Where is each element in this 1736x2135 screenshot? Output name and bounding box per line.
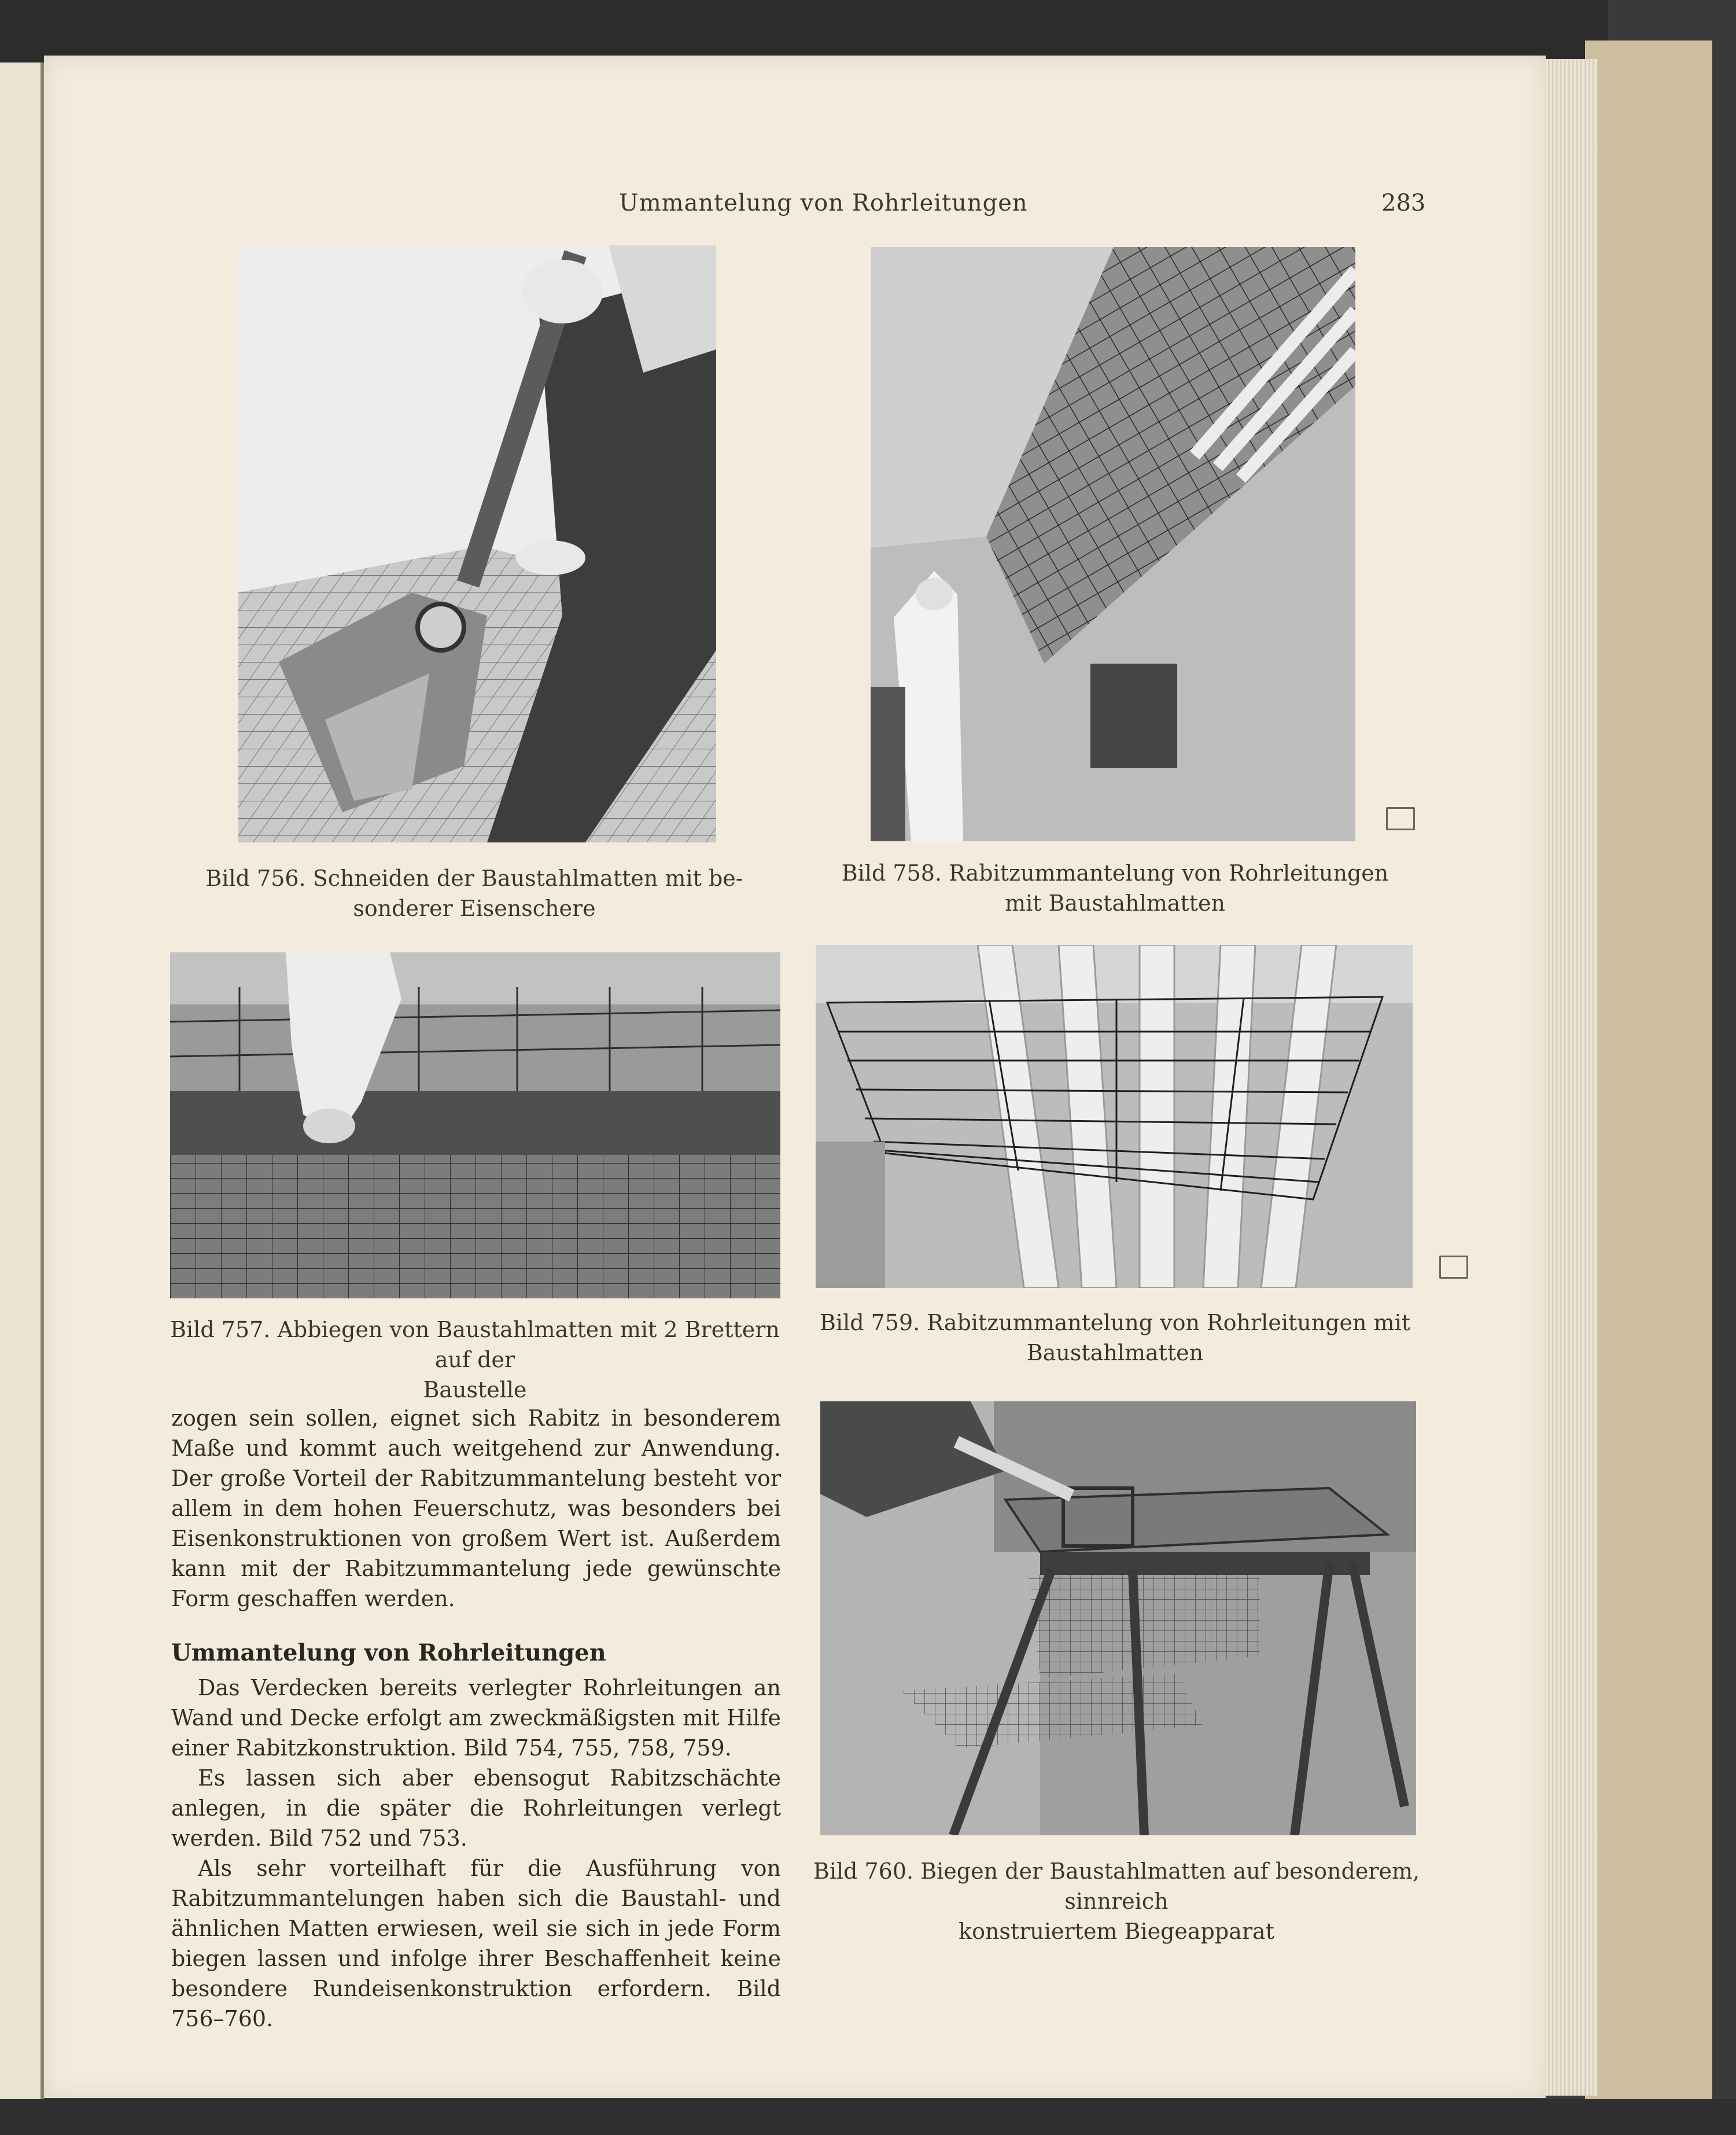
photo-756-cutting-mats [238,245,716,842]
caption-759 [810,1308,1420,1368]
caption-757-line1: Bild 757. Abbiegen von Baustahlmatten mit 2 Brettern auf der [170,1317,780,1372]
section-heading: Ummantelung von Rohrleitungen [171,1639,606,1666]
caption-756 [174,863,775,923]
photo-759-pipe-cage [816,945,1413,1288]
page-number: 283 [1381,190,1426,216]
background-bottom [0,2099,1736,2135]
body-paragraph: Es lassen sich aber ebensogut Rabitzschächte anlegen, in die später die Rohrleitungen verlegt werden. Bild 752 und 753. [171,1765,781,1851]
photo-758-ceiling-cladding [871,247,1355,841]
caption-758-line1: Bild 758. Rabitzummantelung von Rohrleitungen [841,860,1389,886]
margin-mark [1439,1256,1468,1279]
body-paragraph: Als sehr vorteilhaft für die Ausführung von Rabitzummantelungen haben sich die Baustahl- und ähnlichen Matten erwiesen, weil sie sich in jede Form biegen lassen und infolge ihrer Beschaffenheit keine besondere Rundeisenkonstruktion erfordern. Bild 756–760. [171,1856,781,2031]
caption-760-line1: Bild 760. Biegen der Baustahlmatten auf besonderem, sinnreich [813,1858,1420,1914]
photo-760-bending-apparatus [820,1401,1416,1835]
body-text-column [171,1403,781,2034]
page-stack-edges [1546,59,1598,2096]
caption-760 [801,1856,1432,1946]
running-head: Ummantelung von Rohrleitungen [619,190,1028,216]
caption-757 [160,1315,790,1405]
caption-760-line2: konstruiertem Biegeapparat [959,1919,1274,1944]
caption-756-line2: sonderer Eisenschere [353,896,596,921]
caption-759-line1: Bild 759. Rabitzummantelung von Rohrleitungen mit [819,1310,1411,1335]
body-intro-paragraph: zogen sein sollen, eignet sich Rabitz in besonderem Maße und kommt auch weitgehend zur Anwendung. Der große Vorteil der Rabitzummantelung besteht vor allem in dem hohen Feuerschutz, was besonders bei Eisenkonstruktionen von großem Wert ist. Außerdem kann mit der Rabitzummantelung jede gewünschte Form geschaffen werden. [171,1405,781,1611]
body-paragraph: Das Verdecken bereits verlegter Rohrleitungen an Wand und Decke erfolgt am zweckmäßigsten mit Hilfe einer Rabitzkonstruktion. Bild 754, 755, 758, 759. [171,1675,781,1761]
margin-mark [1386,807,1415,830]
caption-758-line2: mit Baustahlmatten [1005,890,1225,916]
photo-757-bending-with-boards [170,952,780,1298]
caption-757-line2: Baustelle [423,1377,527,1403]
caption-758 [810,858,1420,918]
caption-759-line2: Baustahlmatten [1026,1340,1204,1365]
previous-page-edge [0,62,44,2099]
background-right [1712,0,1736,2135]
caption-756-line1: Bild 756. Schneiden der Baustahlmatten mit be- [205,866,743,891]
